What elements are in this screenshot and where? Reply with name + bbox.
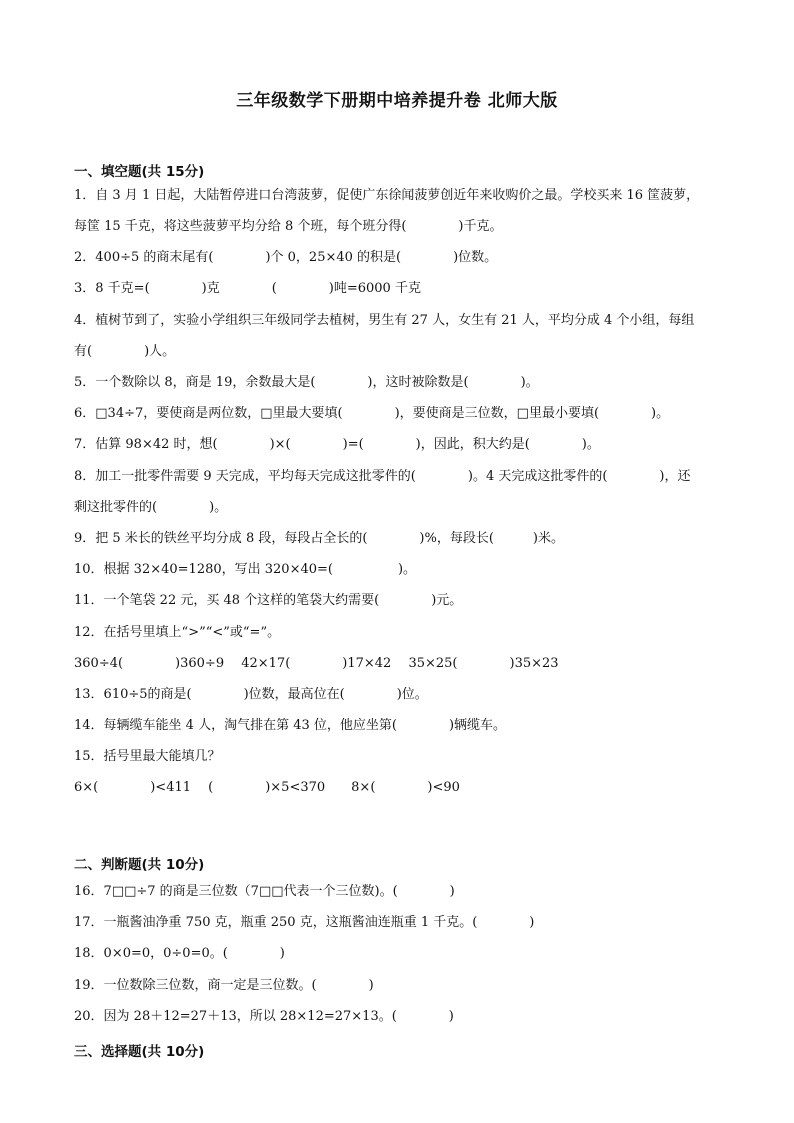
question-20: 20．因为 28＋12=27＋13，所以 28×12=27×13。( ) — [74, 1009, 454, 1024]
question-10: 10．根据 32×40=1280，写出 320×40=( )。 — [74, 562, 417, 577]
question-8-line-2: 剩这批零件的( )。 — [74, 500, 228, 515]
question-4-line-2: 有( )人。 — [74, 344, 176, 359]
question-6: 6．□34÷7，要使商是两位数，□里最大要填( )，要使商是三位数，□里最小要填( )。 — [74, 406, 670, 421]
question-11: 11．一个笔袋 22 元，买 48 个这样的笔袋大约需要( )元。 — [74, 593, 463, 608]
question-16: 16．7□□÷7 的商是三位数（7□□代表一个三位数)。( ) — [74, 884, 455, 899]
question-7: 7．估算 98×42 时，想( )×( )=( )，因此，积大约是( )。 — [74, 437, 600, 452]
question-17: 17．一瓶酱油净重 750 克，瓶重 250 克，这瓶酱油连瓶重 1 千克。( ) — [74, 915, 535, 930]
question-13: 13．610÷5的商是( )位数，最高位在( )位。 — [74, 687, 428, 702]
question-1-line-1: 1．自 3 月 1 日起，大陆暂停进口台湾菠萝，促使广东徐闻菠萝创近年来收购价之最。学校买来 16 筐菠萝， — [74, 188, 700, 203]
question-4-line-1: 4．植树节到了，实验小学组织三年级同学去植树，男生有 27 人，女生有 21 人，平均分成 4 个小组，每组 — [74, 313, 695, 328]
question-1-line-2: 每筐 15 千克，将这些菠萝平均分给 8 个班，每个班分得( )千克。 — [74, 219, 503, 234]
page-title: 三年级数学下册期中培养提升卷 北师大版 — [236, 91, 558, 111]
question-3: 3．8 千克=( )克 ( )吨=6000 千克 — [74, 281, 421, 296]
question-9: 9．把 5 米长的铁丝平均分成 8 段，每段占全长的( )%，每段长( )米。 — [74, 531, 564, 546]
section-multiple-choice: 三、选择题(共 10分) — [74, 1044, 205, 1060]
question-15: 15．括号里最大能填几？ — [74, 749, 221, 764]
question-14: 14．每辆缆车能坐 4 人，淘气排在第 43 位，他应坐第( )辆缆车。 — [74, 718, 507, 733]
section-fill-in-blank: 一、填空题(共 15分) — [74, 164, 205, 180]
question-15-items: 6×( )<411 ( )×5<370 8×( )<90 — [74, 780, 460, 795]
question-5: 5．一个数除以 8，商是 19，余数最大是( )，这时被除数是( )。 — [74, 375, 539, 390]
section-true-false: 二、判断题(共 10分) — [74, 857, 205, 873]
question-2: 2．400÷5 的商末尾有( )个 0，25×40 的积是( )位数。 — [74, 250, 498, 265]
question-8-line-1: 8．加工一批零件需要 9 天完成，平均每天完成这批零件的( )。4 天完成这批零件的( )，还 — [74, 469, 691, 484]
question-12: 12．在括号里填上“>”“<”或“=”。 — [74, 625, 281, 640]
question-18: 18．0×0=0，0÷0=0。( ) — [74, 946, 285, 961]
question-19: 19．一位数除三位数，商一定是三位数。( ) — [74, 978, 374, 993]
question-12-items: 360÷4( )360÷9 42×17( )17×42 35×25( )35×23 — [74, 656, 559, 671]
